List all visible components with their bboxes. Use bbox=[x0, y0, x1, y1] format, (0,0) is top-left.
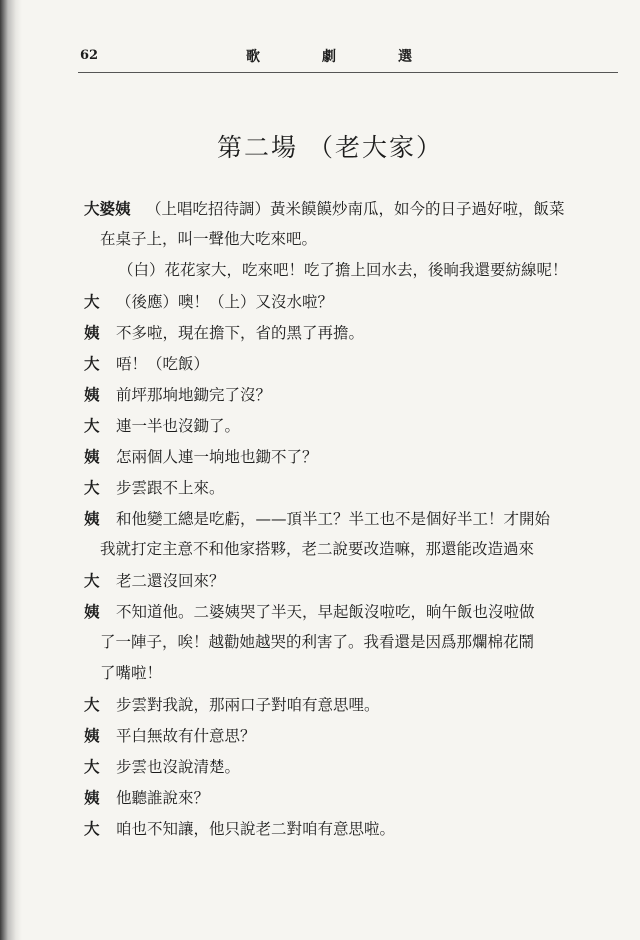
dialogue-line bbox=[84, 472, 624, 503]
speaker-name: 大 bbox=[84, 292, 100, 311]
speaker-name: 姨 bbox=[84, 602, 100, 621]
dialogue-line bbox=[84, 286, 624, 317]
line-text: 咱也不知讓，他只說老二對咱有意思啦。 bbox=[116, 820, 396, 838]
line-text: （白）花花家大，吃來吧！吃了擔上回水去，後晌我還要紡線呢！ bbox=[118, 261, 568, 279]
speaker-name: 姨 bbox=[84, 447, 100, 466]
line-text: 他聽誰說來？ bbox=[116, 789, 210, 807]
speaker-name: 姨 bbox=[84, 788, 100, 807]
dialogue-line bbox=[84, 255, 624, 286]
dialogue-line bbox=[84, 193, 624, 224]
speaker-name: 大婆姨 bbox=[84, 199, 131, 218]
line-text: 唔！（吃飯） bbox=[116, 355, 210, 373]
speaker-name: 大 bbox=[84, 819, 100, 838]
dialogue-line bbox=[84, 689, 624, 720]
dialogue-line bbox=[84, 782, 624, 813]
dialogue-line bbox=[84, 534, 624, 565]
speaker-name: 姨 bbox=[84, 385, 100, 404]
line-text: 步雲對我說，那兩口子對咱有意思哩。 bbox=[116, 696, 380, 714]
dialogue-line bbox=[84, 503, 624, 534]
line-text: 連一半也沒鋤了。 bbox=[116, 417, 241, 435]
line-text: 前坪那垧地鋤完了沒？ bbox=[116, 386, 272, 404]
line-text: 了一陣子，唉！越勸她越哭的利害了。我看還是因爲那爛棉花鬧 bbox=[100, 633, 535, 651]
page-number: 62 bbox=[80, 48, 99, 63]
running-header-char: 劇 bbox=[322, 49, 338, 65]
speaker-name: 大 bbox=[84, 416, 100, 435]
dialogue-line bbox=[84, 317, 624, 348]
line-text: 步雲跟不上來。 bbox=[116, 479, 225, 497]
running-header-char: 歌 bbox=[246, 49, 262, 65]
speaker-name: 大 bbox=[84, 478, 100, 497]
line-text: 老二還沒回來？ bbox=[116, 572, 225, 590]
speaker-name: 姨 bbox=[84, 509, 100, 528]
dialogue-line bbox=[84, 410, 624, 441]
line-text: 怎兩個人連一垧地也鋤不了？ bbox=[116, 448, 318, 466]
speaker-name: 大 bbox=[84, 354, 100, 373]
running-header bbox=[0, 46, 640, 66]
line-text: 不多啦，現在擔下，省的黑了再擔。 bbox=[116, 324, 365, 342]
header-rule bbox=[78, 72, 618, 73]
line-text: 在桌子上，叫一聲他大吃來吧。 bbox=[100, 230, 318, 248]
dialogue-line bbox=[84, 565, 624, 596]
line-text: 了嘴啦！ bbox=[100, 664, 163, 682]
line-text: （上唱吃招待調）黃米饃饃炒南瓜，如今的日子過好啦，飯菜 bbox=[146, 200, 565, 218]
line-text: 步雲也沒說清楚。 bbox=[116, 758, 241, 776]
speaker-name: 大 bbox=[84, 695, 100, 714]
running-header-char: 選 bbox=[398, 49, 414, 65]
dialogue-lines bbox=[84, 193, 624, 844]
dialogue-line bbox=[84, 720, 624, 751]
dialogue-line bbox=[84, 627, 624, 658]
dialogue-line bbox=[84, 813, 624, 844]
line-text: 我就打定主意不和他家搭夥，老二說要改造嘛，那還能改造過來 bbox=[100, 540, 535, 558]
line-text: 不知道他。二婆姨哭了半天，早起飯沒啦吃，晌午飯也沒啦做 bbox=[116, 603, 535, 621]
dialogue-line bbox=[84, 658, 624, 689]
scene-title: 第二場 （老大家） bbox=[217, 133, 443, 162]
dialogue-line bbox=[84, 348, 624, 379]
line-text: 平白無故有什意思？ bbox=[116, 727, 256, 745]
dialogue-line bbox=[84, 751, 624, 782]
line-text: 和他變工總是吃虧，——頂半工？半工也不是個好半工！才開始 bbox=[116, 510, 551, 528]
speaker-name: 姨 bbox=[84, 726, 100, 745]
dialogue-line bbox=[84, 441, 624, 472]
dialogue-line bbox=[84, 596, 624, 627]
speaker-name: 大 bbox=[84, 571, 100, 590]
speaker-name: 大 bbox=[84, 757, 100, 776]
line-text: （後應）噢！（上）又沒水啦？ bbox=[116, 293, 334, 311]
dialogue-line bbox=[84, 379, 624, 410]
dialogue-line bbox=[84, 224, 624, 255]
speaker-name: 姨 bbox=[84, 323, 100, 342]
